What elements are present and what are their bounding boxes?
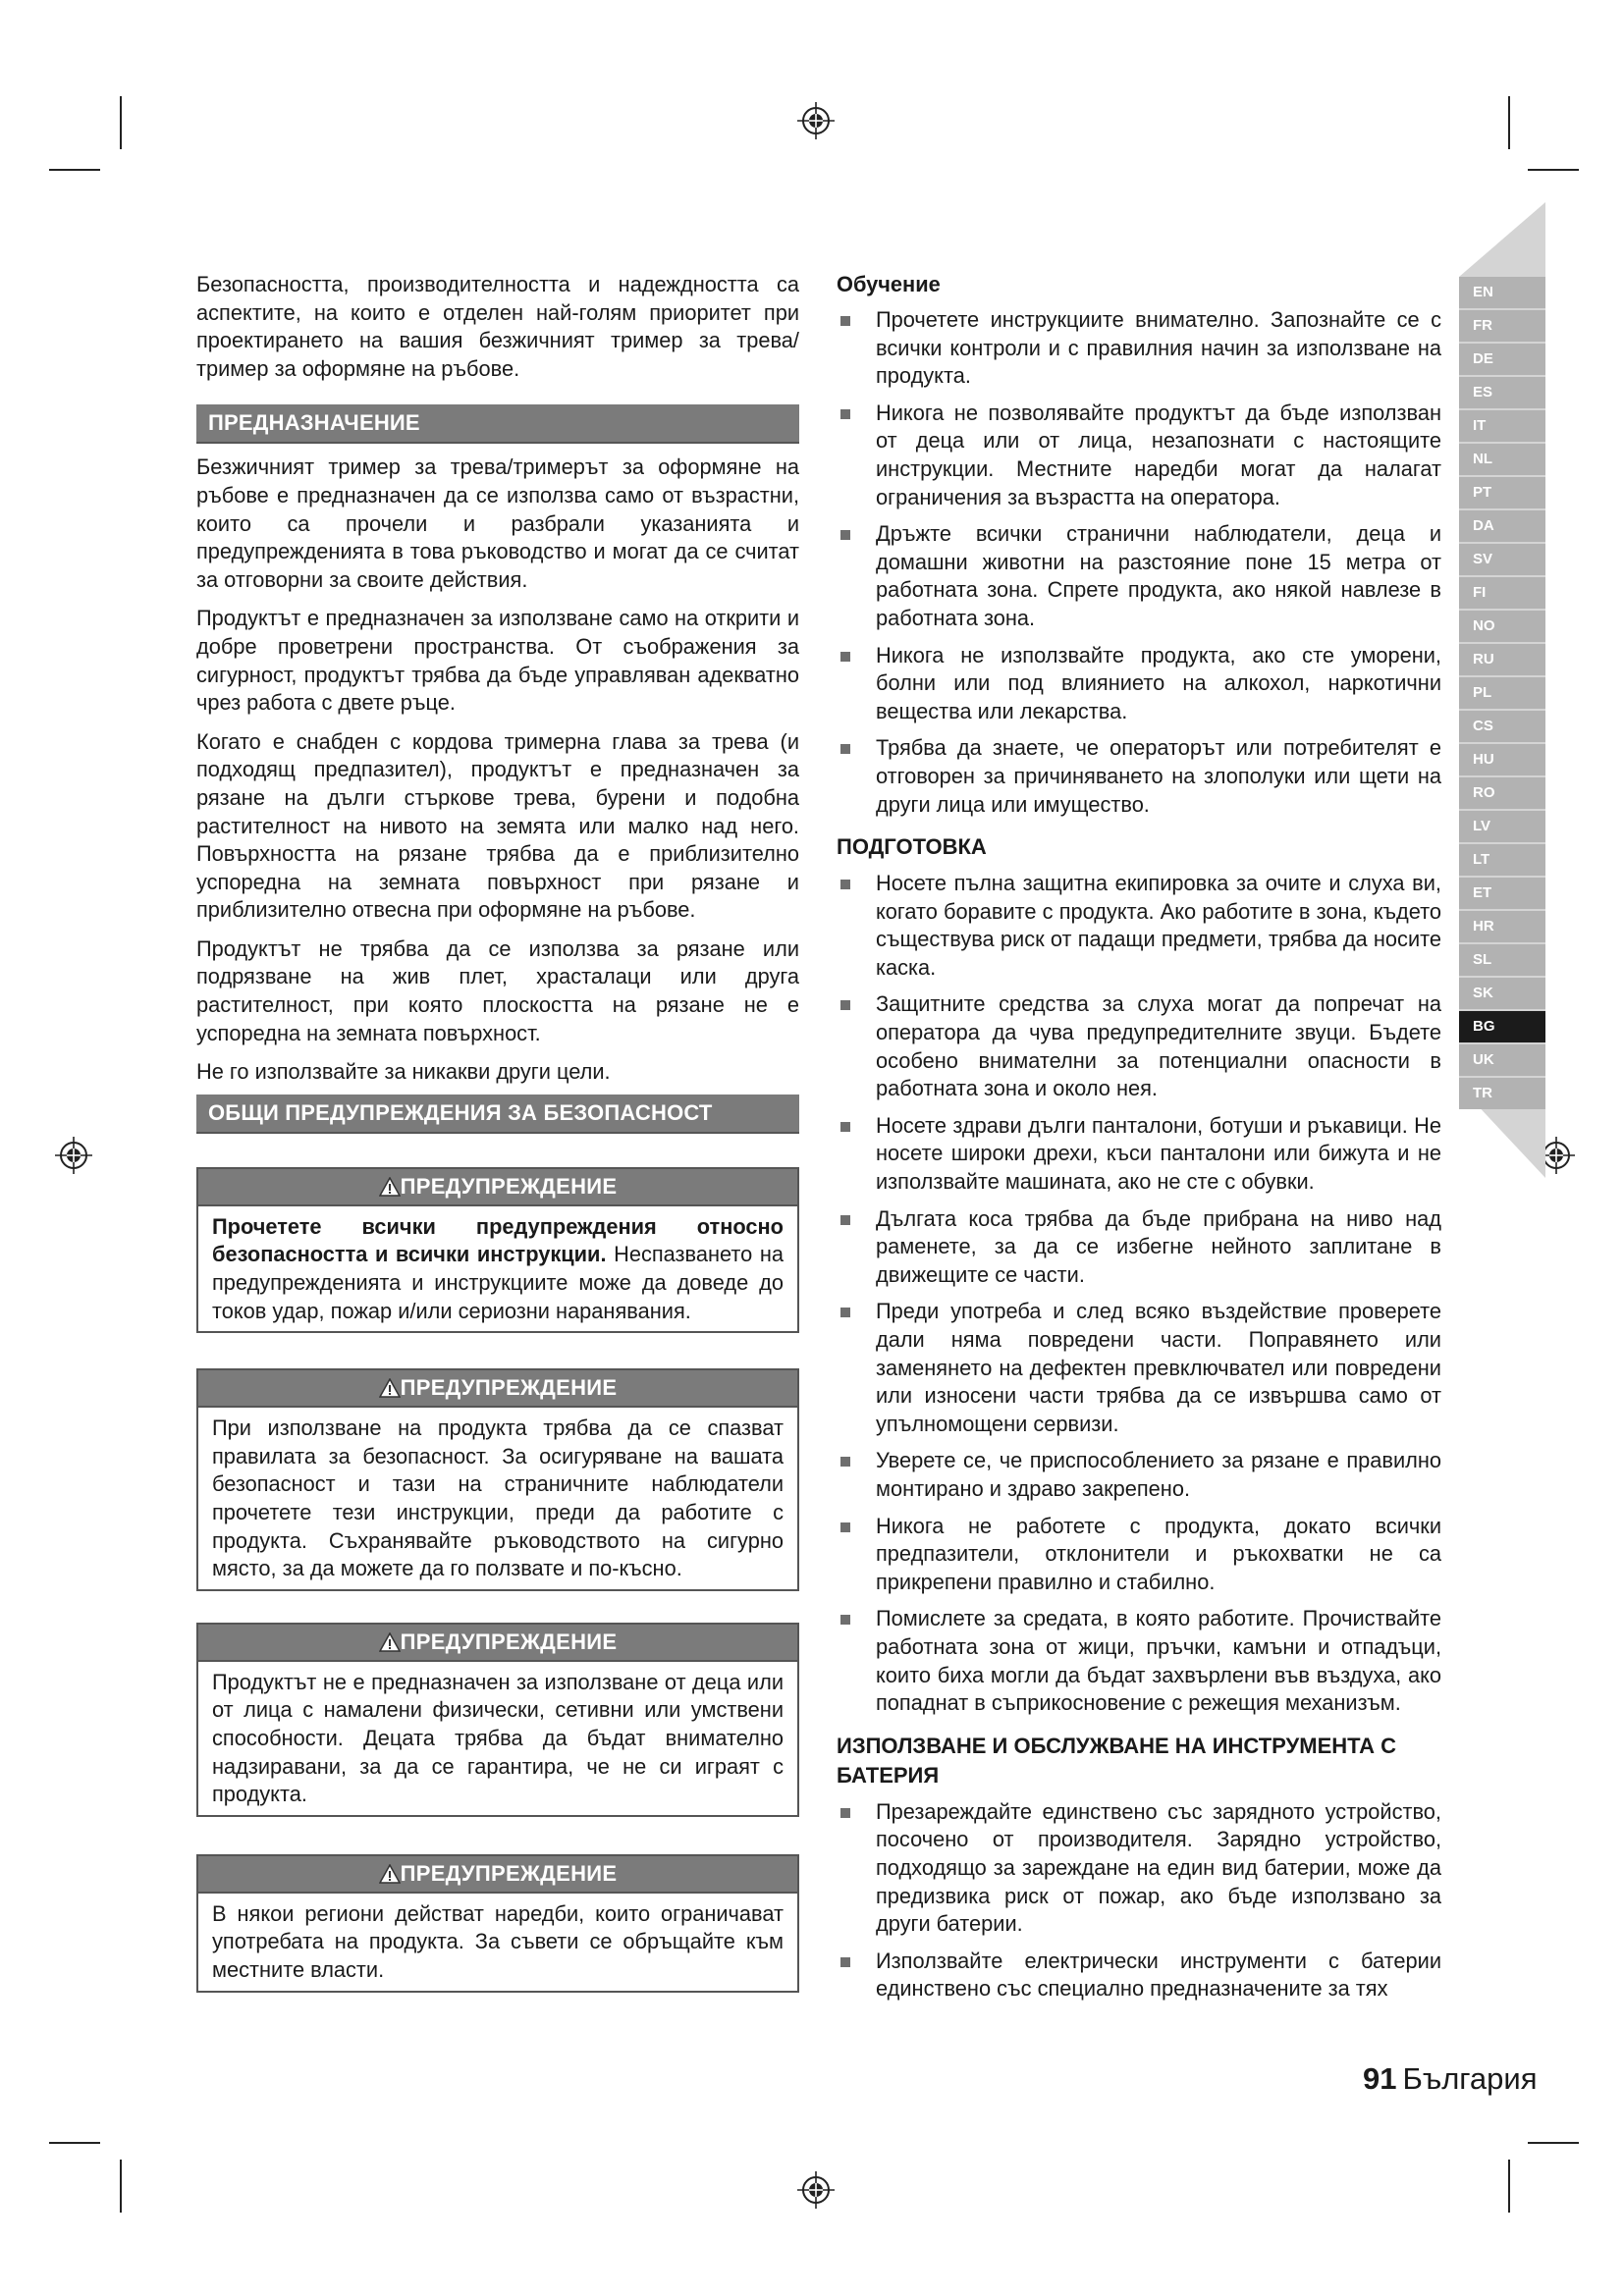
registration-mark-icon [797, 102, 835, 139]
warning-text [212, 1213, 784, 1325]
left-column [196, 271, 799, 1993]
warning-triangle-icon [379, 1864, 401, 1884]
intro-paragraph: Безопасността, производителността и надеждността са аспектите, на които е отделен най-голям приоритет при проектирането на вашия безжичният тример за трева/тример за оформяне на ръбове. [196, 272, 799, 381]
warning-text: В някои региони действат наредби, които ограничават употребата на продукта. За съвети се обръщайте към местните власти. [212, 1900, 784, 1982]
warning-title: ПРЕДУПРЕЖДЕНИЕ [400, 1375, 618, 1401]
registration-mark-icon [55, 1137, 92, 1174]
language-tab-bg: BG [1459, 1011, 1545, 1042]
warning-header [198, 1625, 797, 1662]
language-tab-fi: FI [1459, 577, 1545, 609]
crop-mark [120, 96, 122, 149]
warning-triangle-icon [379, 1632, 401, 1652]
language-tab-no: NO [1459, 611, 1545, 642]
language-tab-uk: UK [1459, 1044, 1545, 1076]
crop-mark [1528, 169, 1579, 171]
general-safety-heading: ОБЩИ ПРЕДУПРЕЖДЕНИЯ ЗА БЕЗОПАСНОСТ [196, 1095, 799, 1134]
list-item: Носете пълна защитна екипировка за очите и слуха ви, когато боравите с продукта. Ако работите в зона, където съществува риск от падащи предмети, трябва да носите каска. [837, 870, 1441, 982]
language-tab-ru: RU [1459, 644, 1545, 675]
battery-list [837, 1798, 1441, 2003]
language-tab-da: DA [1459, 510, 1545, 542]
crop-mark [1508, 96, 1510, 149]
purpose-heading: ПРЕДНАЗНАЧЕНИЕ [196, 404, 799, 444]
purpose-paragraph: Когато е снабден с кордова тримерна глава за трева (и подходящ предпазител), продуктът е предназначен за рязане на дълги стъркове трева, бурени и подобна растителност на нивото на земята или малко над него. Повърхността на рязане трябва да е приблизително успоредна на земната повърхност при рязане и приблизително отвесна при оформяне на ръбове. [196, 728, 799, 923]
warning-box [196, 1167, 799, 1333]
language-tab-it: IT [1459, 410, 1545, 442]
language-tab-lt: LT [1459, 844, 1545, 876]
language-tab-hu: HU [1459, 744, 1545, 775]
warning-body [198, 1206, 797, 1331]
language-tabs [1459, 277, 1545, 1111]
list-item: Уверете се, че приспособлението за рязане е правилно монтирано и здраво закрепено. [837, 1447, 1441, 1503]
warning-title: ПРЕДУПРЕЖДЕНИЕ [400, 1629, 618, 1654]
language-tab-hr: HR [1459, 911, 1545, 942]
list-item: Защитните средства за слуха могат да попречат на оператора да чува предупредителните звуци. Бъдете особено внимателни за потенциални опасности в работната зона и около нея. [837, 990, 1441, 1102]
language-tab-sv: SV [1459, 544, 1545, 575]
crop-mark [1528, 2142, 1579, 2144]
language-tab-es: ES [1459, 377, 1545, 408]
warning-triangle-icon [379, 1378, 401, 1398]
warning-header [198, 1169, 797, 1206]
list-item: Дръжте всички странични наблюдатели, деца и домашни животни на разстояние поне 15 метра от работната зона. Спрете продукта, ако някой навлезе в работната зона. [837, 520, 1441, 632]
list-item: Дългата коса трябва да бъде прибрана на ниво над раменете, за да се избегне нейното заплитане в движещите се части. [837, 1205, 1441, 1290]
list-item: Използвайте електрически инструменти с батерии единствено със специално предназначените за тях [837, 1948, 1441, 2003]
list-item: Носете здрави дълги панталони, ботуши и ръкавици. Не носете широки дрехи, къси панталони или бижута и не използвайте машината, ако не сте с обувки. [837, 1112, 1441, 1197]
warning-body [198, 1662, 797, 1815]
crop-mark [120, 2160, 122, 2213]
list-item: Прочетете инструкциите внимателно. Запознайте се с всички контроли и с правилния начин за използване на продукта. [837, 306, 1441, 391]
list-item: Никога не използвайте продукта, ако сте уморени, болни или под влиянието на алкохол, наркотични вещества или лекарства. [837, 642, 1441, 726]
language-tab-en: EN [1459, 277, 1545, 308]
language-tab-et: ET [1459, 878, 1545, 909]
warning-body [198, 1408, 797, 1589]
list-item: Никога не позволявайте продуктът да бъде използван от деца или от лица, незапознати с настоящите инструкции. Местните наредби могат да налагат ограничения за възрастта на оператора. [837, 400, 1441, 511]
language-tab-fr: FR [1459, 310, 1545, 342]
warning-body [198, 1894, 797, 1991]
warning-bold-text: Прочетете всички предупреждения относно безопасността и всички инструкции. [212, 1213, 784, 1267]
warning-triangle-icon [379, 1177, 401, 1197]
warning-text: Продуктът не е предназначен за използване от деца или от лица с намалени физически, сетивни или умствени способности. Децата трябва да бъдат внимателно надзиравани, за да се гарантира, че не си играят с продукта. [212, 1669, 784, 1807]
preparation-list [837, 870, 1441, 1718]
warning-plain-text: Неспазването на предупрежденията и инструкциите може да доведе до токов удар, пожар и/или сериозни наранявания. [212, 1242, 785, 1323]
list-item: Никога не работете с продукта, докато всички предпазители, отклонители и ръкохватки не са прикрепени правилно и стабилно. [837, 1513, 1441, 1597]
language-tab-pt: PT [1459, 477, 1545, 508]
warning-title: ПРЕДУПРЕЖДЕНИЕ [400, 1860, 618, 1886]
language-tab-tr: TR [1459, 1078, 1545, 1109]
purpose-paragraph: Не го използвайте за никакви други цели. [196, 1059, 611, 1085]
language-tab-sl: SL [1459, 944, 1545, 976]
language-tab-de: DE [1459, 344, 1545, 375]
training-list [837, 306, 1441, 819]
language-tab-lv: LV [1459, 811, 1545, 842]
language-tab-ro: RO [1459, 777, 1545, 809]
registration-mark-icon [797, 2171, 835, 2209]
right-column [837, 271, 1441, 2012]
list-item: Презареждайте единствено със зарядното устройство, посочено от производителя. Зарядно устройство, подходящо за зареждане на един вид батерии, може да предизвика риск от пожар, ако бъде използвано за други батерии. [837, 1798, 1441, 1939]
warning-box [196, 1854, 799, 1993]
language-tab-nl: NL [1459, 444, 1545, 475]
warning-box [196, 1368, 799, 1591]
warning-title: ПРЕДУПРЕЖДЕНИЕ [400, 1173, 618, 1199]
warning-box [196, 1623, 799, 1817]
warning-text: При използване на продукта трябва да се спазват правилата за безопасност. За осигуряване на вашата безопасност и тази на страничните наблюдатели прочетете тези инструкции, преди да работите с продукта. Съхранявайте ръководството на сигурно място, за да можете да го ползвате и по-късно. [212, 1415, 784, 1581]
footer-language: България [1402, 2061, 1538, 2096]
battery-heading: ИЗПОЛЗВАНЕ И ОБСЛУЖВАНЕ НА ИНСТРУМЕНТА С БАТЕРИЯ [837, 1733, 1397, 1788]
crop-mark [1508, 2160, 1510, 2213]
warning-header [198, 1856, 797, 1894]
list-item: Преди употреба и след всяко въздействие проверете дали няма повредени части. Поправянето или заменянето на дефектен превключвател или повредени или износени части трябва да се извършва само от упълномощени сервизи. [837, 1298, 1441, 1438]
warning-header [198, 1370, 797, 1408]
page-footer [1363, 2061, 1538, 2097]
list-item: Помислете за средата, в която работите. Прочиствайте работната зона от жици, пръчки, камъни и отпадъци, които биха могли да бъдат захвърлени във въздуха, ако попаднат в съприкосновение с режещия механизъм. [837, 1605, 1441, 1717]
page-number: 91 [1363, 2061, 1397, 2096]
training-heading: Обучение [837, 272, 941, 296]
language-tab-cs: CS [1459, 711, 1545, 742]
purpose-paragraph: Продуктът е предназначен за използване само на открити и добре проветрени пространства. От съображения за сигурност, продуктът трябва да бъде управляван адекватно чрез работа с двете ръце. [196, 606, 799, 716]
purpose-paragraph: Продуктът не трябва да се използва за рязане или подрязване на жив плет, храсталаци или друга растителност, при която плоскостта на рязане не е успоредна на земната повърхност. [196, 935, 799, 1045]
language-tab-sk: SK [1459, 978, 1545, 1009]
language-tab-pl: PL [1459, 677, 1545, 709]
crop-mark [49, 2142, 100, 2144]
preparation-heading: ПОДГОТОВКА [837, 834, 987, 860]
list-item: Трябва да знаете, че операторът или потребителят е отговорен за причиняването на злополуки или щети на други лица или имущество. [837, 734, 1441, 819]
crop-mark [49, 169, 100, 171]
purpose-paragraph: Безжичният тример за трева/тримерът за оформяне на ръбове е предназначен да се използва само от възрастни, които са прочели и разбрали указанията и предупрежденията в това ръководство и могат да се считат за отговорни за своите действия. [196, 454, 799, 592]
